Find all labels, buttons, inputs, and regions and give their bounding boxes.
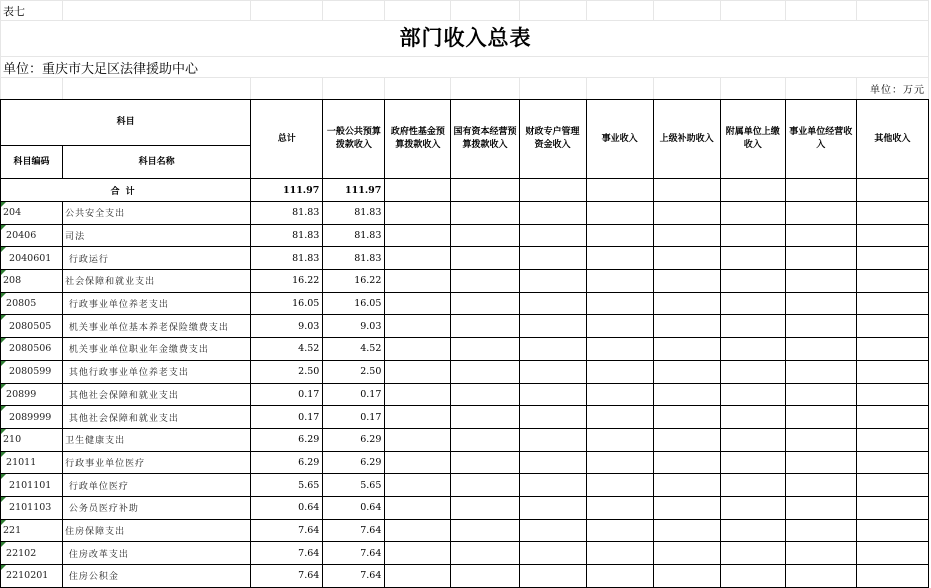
total-cell: 4.52	[251, 338, 323, 361]
general-budget-cell: 7.64	[323, 519, 385, 542]
empty-cell	[720, 360, 785, 383]
subject-name-cell: 住房保障支出	[63, 519, 251, 542]
empty-cell	[785, 315, 856, 338]
subject-code-cell: 208	[1, 270, 63, 293]
subject-code-cell: 2040601	[1, 247, 63, 270]
general-budget-cell: 4.52	[323, 338, 385, 361]
empty-cell	[385, 451, 451, 474]
currency-unit: 单位：万元	[870, 85, 925, 96]
total-row	[1, 179, 929, 202]
empty-cell	[451, 360, 519, 383]
empty-cell	[519, 519, 586, 542]
subject-name-cell: 行政事业单位医疗	[63, 451, 251, 474]
subject-code-cell: 2080506	[1, 338, 63, 361]
text-number-flag-icon	[1, 270, 6, 275]
empty-cell	[785, 338, 856, 361]
empty-cell	[785, 519, 856, 542]
empty-cell	[519, 270, 586, 293]
general-budget-cell: 9.03	[323, 315, 385, 338]
empty-cell	[451, 474, 519, 497]
empty-cell	[519, 292, 586, 315]
total-cell: 81.83	[251, 202, 323, 225]
empty-cell	[385, 202, 451, 225]
empty-cell	[785, 474, 856, 497]
empty-cell	[519, 496, 586, 519]
header-general-budget: 一般公共预算拨款收入	[323, 100, 385, 179]
total-cell: 6.29	[251, 428, 323, 451]
subject-code-cell: 204	[1, 202, 63, 225]
empty-cell	[586, 565, 653, 588]
empty-cell	[586, 383, 653, 406]
general-budget-cell: 7.64	[323, 542, 385, 565]
empty-cell	[720, 542, 785, 565]
empty-cell	[385, 496, 451, 519]
header-gov-fund: 政府性基金预算拨款收入	[385, 100, 451, 179]
total-cell: 16.05	[251, 292, 323, 315]
subject-name-cell: 其他社会保障和就业支出	[63, 406, 251, 429]
empty-cell	[586, 247, 653, 270]
empty-cell	[856, 542, 928, 565]
total-cell: 0.17	[251, 406, 323, 429]
empty-cell	[586, 496, 653, 519]
subject-name-cell: 住房改革支出	[63, 542, 251, 565]
text-number-flag-icon	[1, 338, 6, 343]
general-budget-cell: 81.83	[323, 224, 385, 247]
empty-cell	[519, 565, 586, 588]
sheet-label: 表七	[3, 5, 25, 18]
subject-code-cell: 2080599	[1, 360, 63, 383]
header-other: 其他收入	[856, 100, 928, 179]
table-row	[1, 247, 929, 270]
subject-name-cell: 其他社会保障和就业支出	[63, 383, 251, 406]
general-budget-cell: 81.83	[323, 247, 385, 270]
organization-unit: 单位：重庆市大足区法律援助中心	[3, 62, 199, 77]
empty-cell	[451, 270, 519, 293]
empty-cell	[720, 565, 785, 588]
text-number-flag-icon	[1, 384, 6, 389]
total-label: 合计	[1, 179, 251, 202]
empty-cell	[385, 338, 451, 361]
table-row	[1, 224, 929, 247]
header-total: 总计	[251, 100, 323, 179]
empty-cell	[785, 542, 856, 565]
empty-cell	[385, 292, 451, 315]
general-budget-cell: 0.17	[323, 406, 385, 429]
empty-cell	[720, 519, 785, 542]
subject-code-cell: 20406	[1, 224, 63, 247]
empty-cell	[519, 202, 586, 225]
empty-cell	[586, 474, 653, 497]
empty-cell	[856, 451, 928, 474]
text-number-flag-icon	[1, 315, 6, 320]
empty-cell	[720, 292, 785, 315]
empty-cell	[653, 270, 720, 293]
header-fiscal-special: 财政专户管理资金收入	[519, 100, 586, 179]
subject-code-cell: 22102	[1, 542, 63, 565]
subject-code-cell: 21011	[1, 451, 63, 474]
header-code: 科目编码	[1, 146, 63, 179]
empty-cell	[785, 565, 856, 588]
empty-cell	[385, 428, 451, 451]
subject-name-cell: 行政单位医疗	[63, 474, 251, 497]
empty-cell	[385, 519, 451, 542]
empty-cell	[653, 338, 720, 361]
empty-cell	[519, 247, 586, 270]
empty-cell	[586, 224, 653, 247]
empty-cell	[720, 474, 785, 497]
empty-cell	[720, 383, 785, 406]
table-row	[1, 451, 929, 474]
empty-cell	[586, 519, 653, 542]
header-business: 事业收入	[586, 100, 653, 179]
empty-cell	[451, 451, 519, 474]
empty-cell	[586, 338, 653, 361]
text-number-flag-icon	[1, 429, 6, 434]
empty-cell	[856, 565, 928, 588]
empty-cell	[856, 315, 928, 338]
general-budget-cell: 0.17	[323, 383, 385, 406]
empty-cell	[785, 383, 856, 406]
empty-cell	[856, 519, 928, 542]
empty-cell	[586, 292, 653, 315]
empty-cell	[856, 338, 928, 361]
total-cell: 2.50	[251, 360, 323, 383]
general-budget-cell: 0.64	[323, 496, 385, 519]
empty-cell	[385, 360, 451, 383]
table-row	[1, 202, 929, 225]
empty-cell	[785, 451, 856, 474]
subject-name-cell: 行政运行	[63, 247, 251, 270]
empty-cell	[785, 428, 856, 451]
total-cell: 81.83	[251, 224, 323, 247]
text-number-flag-icon	[1, 247, 6, 252]
subject-code-cell: 2210201	[1, 565, 63, 588]
total-cell: 81.83	[251, 247, 323, 270]
income-summary-table	[0, 99, 929, 588]
total-cell: 7.64	[251, 542, 323, 565]
empty-cell	[856, 474, 928, 497]
empty-cell	[519, 360, 586, 383]
subject-code-cell: 20899	[1, 383, 63, 406]
table-row	[1, 496, 929, 519]
text-number-flag-icon	[1, 474, 6, 479]
table-row	[1, 519, 929, 542]
text-number-flag-icon	[1, 452, 6, 457]
empty-cell	[653, 247, 720, 270]
general-budget-cell: 5.65	[323, 474, 385, 497]
header-row-1	[1, 100, 929, 146]
general-budget-cell: 81.83	[323, 202, 385, 225]
total-cell: 16.22	[251, 270, 323, 293]
subject-code-cell: 2089999	[1, 406, 63, 429]
empty-cell	[653, 474, 720, 497]
total-general-value: 111.97	[323, 179, 385, 202]
subject-code-cell: 210	[1, 428, 63, 451]
subject-name-cell: 公共安全支出	[63, 202, 251, 225]
empty-cell	[653, 428, 720, 451]
empty-cell	[586, 451, 653, 474]
empty-cell	[653, 202, 720, 225]
empty-cell	[856, 224, 928, 247]
empty-cell	[785, 360, 856, 383]
empty-cell	[720, 202, 785, 225]
table-row	[1, 406, 929, 429]
subject-code-cell: 221	[1, 519, 63, 542]
empty-cell	[451, 247, 519, 270]
empty-cell	[653, 406, 720, 429]
empty-cell	[519, 406, 586, 429]
text-number-flag-icon	[1, 293, 6, 298]
subject-name-cell: 机关事业单位基本养老保险缴费支出	[63, 315, 251, 338]
subject-name-cell: 社会保障和就业支出	[63, 270, 251, 293]
empty-cell	[451, 292, 519, 315]
header-affiliated: 附属单位上缴收入	[720, 100, 785, 179]
general-budget-cell: 7.64	[323, 565, 385, 588]
empty-cell	[451, 202, 519, 225]
text-number-flag-icon	[1, 202, 6, 207]
empty-cell	[385, 565, 451, 588]
empty-cell	[519, 542, 586, 565]
header-name: 科目名称	[63, 146, 251, 179]
empty-cell	[720, 247, 785, 270]
table-row	[1, 383, 929, 406]
general-budget-cell: 6.29	[323, 451, 385, 474]
subject-name-cell: 行政事业单位养老支出	[63, 292, 251, 315]
text-number-flag-icon	[1, 565, 6, 570]
empty-cell	[451, 542, 519, 565]
table-row	[1, 360, 929, 383]
empty-cell	[586, 406, 653, 429]
text-number-flag-icon	[1, 520, 6, 525]
general-budget-cell: 16.22	[323, 270, 385, 293]
empty-cell	[451, 565, 519, 588]
empty-cell	[653, 519, 720, 542]
total-value: 111.97	[251, 179, 323, 202]
general-budget-cell: 2.50	[323, 360, 385, 383]
empty-cell	[451, 224, 519, 247]
empty-cell	[519, 383, 586, 406]
empty-cell	[586, 315, 653, 338]
empty-cell	[586, 270, 653, 293]
subject-name-cell: 机关事业单位职业年金缴费支出	[63, 338, 251, 361]
empty-cell	[720, 406, 785, 429]
empty-cell	[653, 565, 720, 588]
general-budget-cell: 6.29	[323, 428, 385, 451]
empty-cell	[385, 474, 451, 497]
empty-cell	[385, 224, 451, 247]
total-cell: 0.17	[251, 383, 323, 406]
empty-cell	[653, 224, 720, 247]
empty-cell	[653, 496, 720, 519]
empty-cell	[856, 360, 928, 383]
empty-cell	[451, 428, 519, 451]
empty-cell	[785, 406, 856, 429]
empty-cell	[519, 338, 586, 361]
empty-cell	[720, 338, 785, 361]
empty-cell	[653, 360, 720, 383]
empty-cell	[785, 224, 856, 247]
empty-cell	[720, 428, 785, 451]
text-number-flag-icon	[1, 361, 6, 366]
empty-cell	[519, 451, 586, 474]
empty-cell	[653, 315, 720, 338]
subject-code-cell: 20805	[1, 292, 63, 315]
empty-cell	[653, 383, 720, 406]
empty-cell	[785, 270, 856, 293]
empty-cell	[586, 542, 653, 565]
empty-cell	[385, 406, 451, 429]
subject-name-cell: 司法	[63, 224, 251, 247]
text-number-flag-icon	[1, 542, 6, 547]
empty-cell	[451, 496, 519, 519]
table-body	[1, 202, 929, 588]
subject-name-cell: 公务员医疗补助	[63, 496, 251, 519]
empty-cell	[519, 428, 586, 451]
table-row	[1, 315, 929, 338]
empty-cell	[856, 270, 928, 293]
empty-cell	[451, 383, 519, 406]
empty-cell	[586, 428, 653, 451]
table-row	[1, 270, 929, 293]
empty-cell	[785, 292, 856, 315]
table-row	[1, 565, 929, 588]
total-cell: 6.29	[251, 451, 323, 474]
empty-cell	[519, 474, 586, 497]
empty-cell	[856, 428, 928, 451]
empty-cell	[856, 247, 928, 270]
text-number-flag-icon	[1, 497, 6, 502]
subject-name-cell: 住房公积金	[63, 565, 251, 588]
subject-code-cell: 2080505	[1, 315, 63, 338]
empty-cell	[586, 360, 653, 383]
empty-cell	[720, 315, 785, 338]
empty-cell	[720, 496, 785, 519]
empty-cell	[720, 451, 785, 474]
table-row	[1, 474, 929, 497]
total-cell: 0.64	[251, 496, 323, 519]
empty-cell	[856, 202, 928, 225]
empty-cell	[653, 542, 720, 565]
empty-cell	[856, 292, 928, 315]
header-operating: 事业单位经营收入	[785, 100, 856, 179]
empty-cell	[856, 496, 928, 519]
empty-cell	[856, 383, 928, 406]
subject-code-cell: 2101103	[1, 496, 63, 519]
empty-cell	[451, 338, 519, 361]
empty-cell	[385, 383, 451, 406]
total-cell: 7.64	[251, 565, 323, 588]
total-cell: 7.64	[251, 519, 323, 542]
subject-code-cell: 2101101	[1, 474, 63, 497]
empty-cell	[451, 406, 519, 429]
general-budget-cell: 16.05	[323, 292, 385, 315]
total-cell: 5.65	[251, 474, 323, 497]
empty-cell	[785, 247, 856, 270]
total-cell: 9.03	[251, 315, 323, 338]
empty-cell	[856, 406, 928, 429]
empty-cell	[519, 224, 586, 247]
empty-cell	[785, 496, 856, 519]
empty-cell	[720, 224, 785, 247]
subject-name-cell: 卫生健康支出	[63, 428, 251, 451]
table-row	[1, 338, 929, 361]
empty-cell	[653, 292, 720, 315]
empty-cell	[451, 315, 519, 338]
subject-name-cell: 其他行政事业单位养老支出	[63, 360, 251, 383]
empty-cell	[385, 315, 451, 338]
empty-cell	[653, 451, 720, 474]
text-number-flag-icon	[1, 225, 6, 230]
header-state-capital: 国有资本经营预算拨款收入	[451, 100, 519, 179]
header-subject: 科目	[1, 100, 251, 146]
empty-cell	[519, 315, 586, 338]
empty-cell	[586, 202, 653, 225]
table-row	[1, 292, 929, 315]
empty-cell	[785, 202, 856, 225]
text-number-flag-icon	[1, 406, 6, 411]
empty-cell	[451, 519, 519, 542]
empty-cell	[385, 247, 451, 270]
page-title: 部门收入总表	[399, 25, 532, 50]
empty-cell	[385, 270, 451, 293]
empty-cell	[385, 542, 451, 565]
empty-cell	[720, 270, 785, 293]
header-higher-subsidy: 上级补助收入	[653, 100, 720, 179]
table-row	[1, 428, 929, 451]
table-row	[1, 542, 929, 565]
